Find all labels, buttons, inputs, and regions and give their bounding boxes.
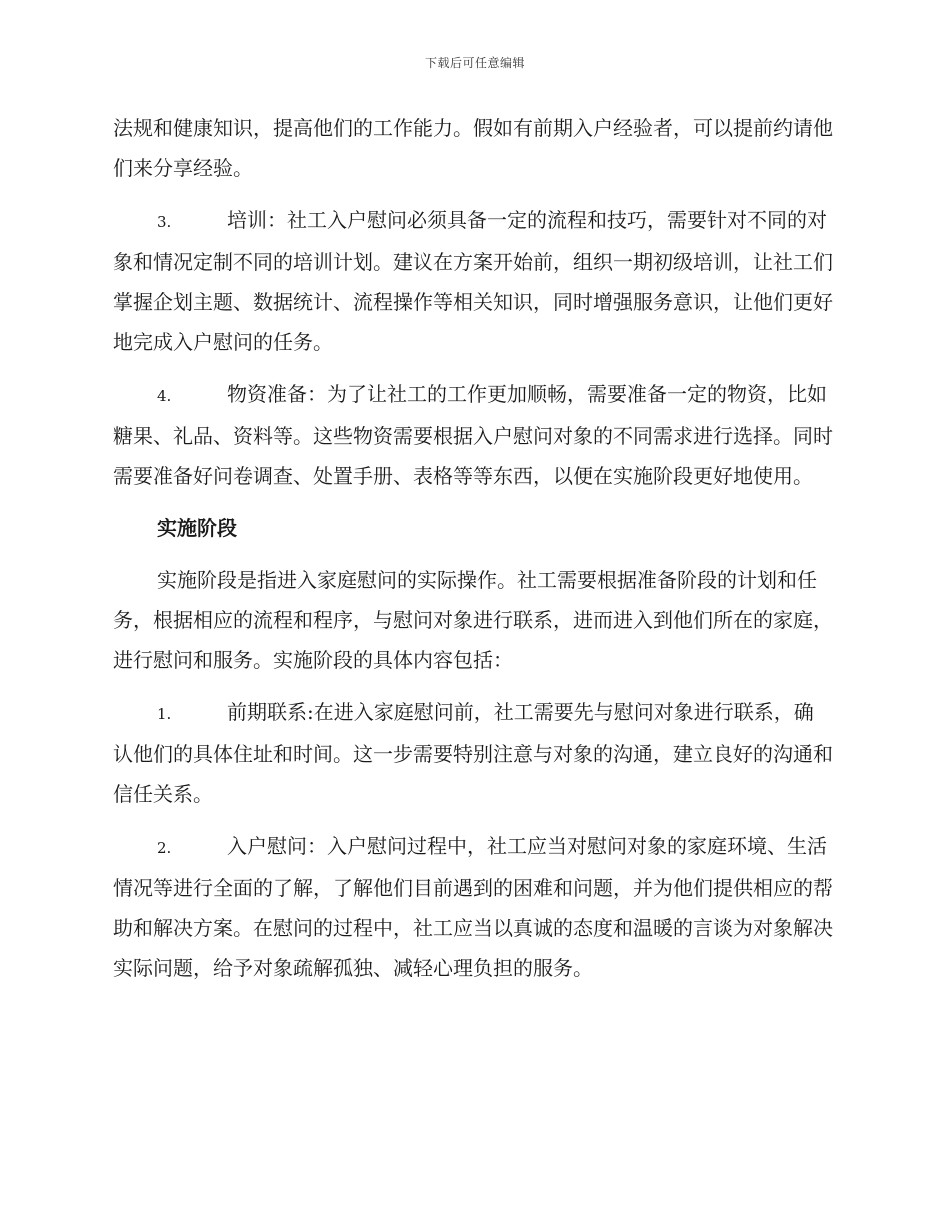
list-item-initial-contact bbox=[113, 692, 833, 814]
list-item-materials bbox=[113, 374, 833, 496]
list-item-number: 3. bbox=[157, 213, 172, 231]
list-item-text: 培训：社工入户慰问必须具备一定的流程和技巧，需要针对不同的对象和情况定制不同的培训计划。建议在方案开始前，组织一期初级培训，让社工们掌握企划主题、数据统计、流程操作等相关知识，同时增强服务意识，让他们更好地完成入户慰问的任务。 bbox=[113, 208, 833, 354]
continuation-paragraph: 法规和健康知识，提高他们的工作能力。假如有前期入户经验者，可以提前约请他们来分享经验。 bbox=[113, 116, 833, 180]
implementation-intro-paragraph: 实施阶段是指进入家庭慰问的实际操作。社工需要根据准备阶段的计划和任务，根据相应的流程和程序，与慰问对象进行联系，进而进入到他们所在的家庭，进行慰问和服务。实施阶段的具体内容包括： bbox=[113, 568, 833, 672]
list-item-text: 前期联系:在进入家庭慰问前，社工需要先与慰问对象进行联系，确认他们的具体住址和时间。这一步需要特别注意与对象的沟通，建立良好的沟通和信任关系。 bbox=[113, 700, 833, 806]
list-item-text: 入户慰问：入户慰问过程中，社工应当对慰问对象的家庭环境、生活情况等进行全面的了解，了解他们目前遇到的困难和问题，并为他们提供相应的帮助和解决方案。在慰问的过程中，社工应当以真诚的态度和温暖的言谈为对象解决实际问题，给予对象疏解孤独、减轻心理负担的服务。 bbox=[113, 834, 833, 980]
list-item-training bbox=[113, 200, 833, 362]
list-item-number: 1. bbox=[157, 705, 172, 723]
page-header-note: 下载后可任意编辑 bbox=[424, 56, 525, 70]
list-item-number: 4. bbox=[157, 387, 172, 405]
document-body bbox=[113, 108, 833, 1000]
list-item-text: 物资准备：为了让社工的工作更加顺畅，需要准备一定的物资，比如糖果、礼品、资料等。这些物资需要根据入户慰问对象的不同需求进行选择。同时需要准备好问卷调查、处置手册、表格等等东西，以便在实施阶段更好地使用。 bbox=[113, 382, 833, 488]
list-item-home-visit bbox=[113, 826, 833, 988]
list-item-number: 2. bbox=[157, 839, 172, 857]
section-heading-implementation: 实施阶段 bbox=[157, 516, 237, 540]
